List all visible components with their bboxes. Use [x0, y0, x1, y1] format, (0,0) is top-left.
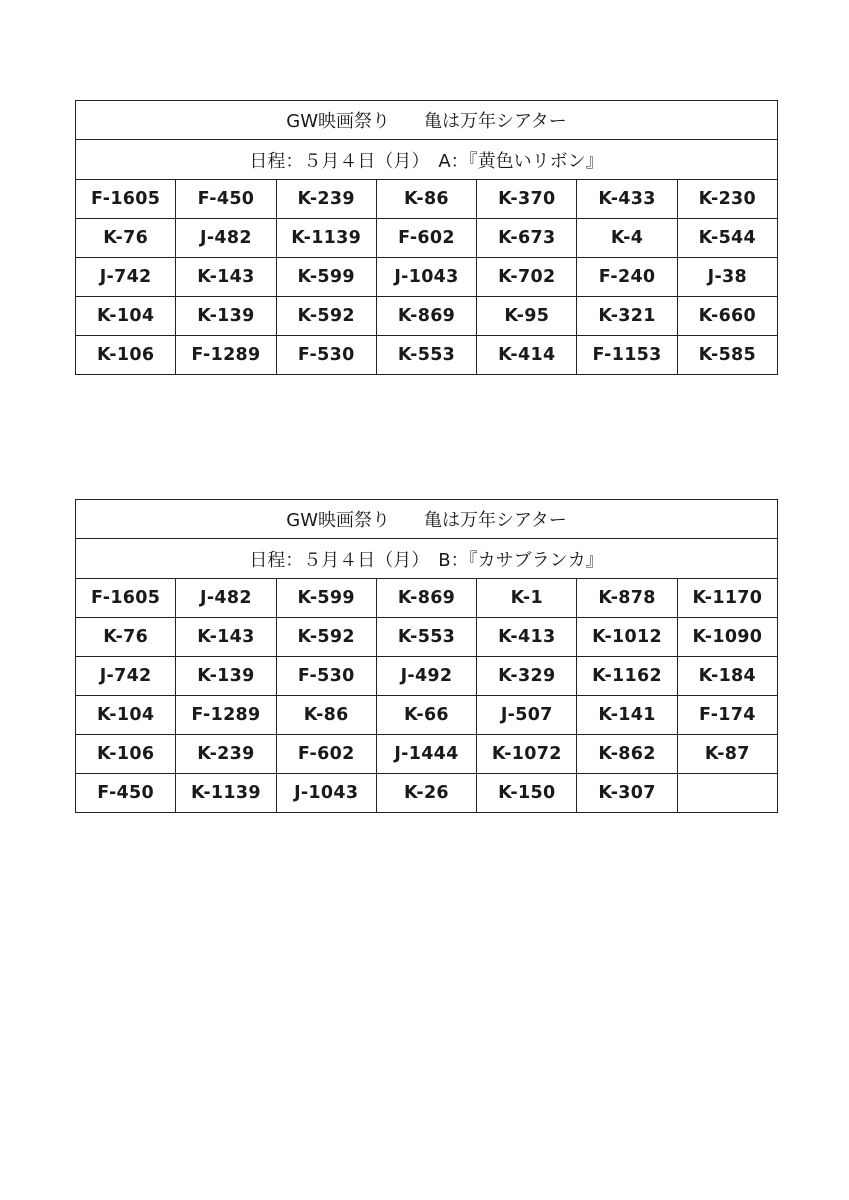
ticket-code-cell: K-660: [677, 297, 777, 336]
ticket-code-cell: K-702: [477, 258, 577, 297]
ticket-code-cell: K-239: [276, 180, 376, 219]
ticket-code-cell: J-482: [176, 219, 276, 258]
schedule-row: [76, 539, 778, 579]
ticket-code-cell: K-869: [376, 579, 476, 618]
ticket-code-cell: K-592: [276, 618, 376, 657]
ticket-code-cell: K-86: [276, 696, 376, 735]
ticket-code-cell: F-1605: [76, 579, 176, 618]
ticket-code-cell: F-602: [276, 735, 376, 774]
ticket-code-cell: K-869: [376, 297, 476, 336]
ticket-code-cell: K-1139: [176, 774, 276, 813]
table-title: [76, 101, 778, 140]
ticket-code-cell: K-143: [176, 618, 276, 657]
ticket-code-cell: J-1444: [376, 735, 476, 774]
table-title: [76, 500, 778, 539]
ticket-code-cell: K-4: [577, 219, 677, 258]
ticket-code-cell: K-599: [276, 258, 376, 297]
ticket-code-cell: J-1043: [376, 258, 476, 297]
ticket-code-cell: K-86: [376, 180, 476, 219]
screening-table-b: [75, 499, 778, 813]
ticket-code-cell: K-26: [376, 774, 476, 813]
ticket-code-cell: J-482: [176, 579, 276, 618]
ticket-code-cell: K-329: [477, 657, 577, 696]
ticket-code-cell: F-1605: [76, 180, 176, 219]
ticket-code-cell: K-184: [677, 657, 777, 696]
ticket-code-cell: K-433: [577, 180, 677, 219]
ticket-code-cell: J-1043: [276, 774, 376, 813]
ticket-code-cell: F-1289: [176, 696, 276, 735]
ticket-code-cell: K-673: [477, 219, 577, 258]
ticket-row: [76, 618, 778, 657]
schedule-text: 日程：５月４日（月） A：『黄色いリボン』: [76, 140, 778, 180]
ticket-code-cell: K-370: [477, 180, 577, 219]
title-row: [76, 500, 778, 539]
title-row: [76, 101, 778, 140]
ticket-row: [76, 774, 778, 813]
ticket-row: [76, 336, 778, 375]
ticket-code-cell: F-602: [376, 219, 476, 258]
ticket-code-cell: F-450: [76, 774, 176, 813]
ticket-code-cell: K-862: [577, 735, 677, 774]
ticket-code-cell: J-507: [477, 696, 577, 735]
ticket-code-cell: F-174: [677, 696, 777, 735]
ticket-code-cell: K-413: [477, 618, 577, 657]
ticket-code-cell: F-1289: [176, 336, 276, 375]
ticket-row: [76, 696, 778, 735]
ticket-code-cell: K-76: [76, 219, 176, 258]
ticket-code-cell: K-599: [276, 579, 376, 618]
ticket-code-cell: K-544: [677, 219, 777, 258]
venue-name: 亀は万年シアター: [424, 510, 567, 531]
ticket-code-cell: K-95: [477, 297, 577, 336]
ticket-row: [76, 657, 778, 696]
ticket-code-cell: F-530: [276, 657, 376, 696]
ticket-code-cell: K-1: [477, 579, 577, 618]
ticket-code-cell: J-742: [76, 657, 176, 696]
ticket-code-cell: K-414: [477, 336, 577, 375]
venue-name: 亀は万年シアター: [424, 111, 567, 132]
ticket-code-cell: F-1153: [577, 336, 677, 375]
ticket-row: [76, 219, 778, 258]
ticket-code-cell: J-742: [76, 258, 176, 297]
ticket-code-cell: K-106: [76, 336, 176, 375]
ticket-code-cell: F-530: [276, 336, 376, 375]
ticket-code-cell: K-104: [76, 297, 176, 336]
ticket-code-cell: K-1170: [677, 579, 777, 618]
ticket-row: [76, 297, 778, 336]
ticket-code-cell: K-878: [577, 579, 677, 618]
ticket-code-cell: K-139: [176, 297, 276, 336]
ticket-code-cell: K-1162: [577, 657, 677, 696]
ticket-code-cell: K-1139: [276, 219, 376, 258]
ticket-code-cell: K-1090: [677, 618, 777, 657]
schedule-text: 日程：５月４日（月） B：『カサブランカ』: [76, 539, 778, 579]
ticket-code-cell: K-592: [276, 297, 376, 336]
ticket-code-cell: K-76: [76, 618, 176, 657]
ticket-row: [76, 579, 778, 618]
ticket-code-cell: F-450: [176, 180, 276, 219]
ticket-code-cell: K-141: [577, 696, 677, 735]
ticket-code-cell: F-240: [577, 258, 677, 297]
ticket-code-cell: K-104: [76, 696, 176, 735]
empty-cell: [677, 774, 777, 813]
ticket-code-cell: K-553: [376, 618, 476, 657]
ticket-code-cell: K-321: [577, 297, 677, 336]
ticket-code-cell: K-239: [176, 735, 276, 774]
event-name: GW映画祭り: [286, 510, 390, 531]
ticket-code-cell: K-553: [376, 336, 476, 375]
ticket-code-cell: K-1072: [477, 735, 577, 774]
ticket-code-cell: K-106: [76, 735, 176, 774]
ticket-row: [76, 180, 778, 219]
ticket-row: [76, 735, 778, 774]
ticket-code-cell: K-139: [176, 657, 276, 696]
schedule-row: [76, 140, 778, 180]
ticket-code-cell: K-1012: [577, 618, 677, 657]
event-name: GW映画祭り: [286, 111, 390, 132]
ticket-code-cell: K-143: [176, 258, 276, 297]
ticket-row: [76, 258, 778, 297]
ticket-code-cell: K-230: [677, 180, 777, 219]
ticket-code-cell: J-38: [677, 258, 777, 297]
ticket-code-cell: K-585: [677, 336, 777, 375]
ticket-code-cell: K-307: [577, 774, 677, 813]
screening-table-a: [75, 100, 778, 375]
ticket-code-cell: K-87: [677, 735, 777, 774]
ticket-code-cell: J-492: [376, 657, 476, 696]
ticket-code-cell: K-66: [376, 696, 476, 735]
ticket-code-cell: K-150: [477, 774, 577, 813]
